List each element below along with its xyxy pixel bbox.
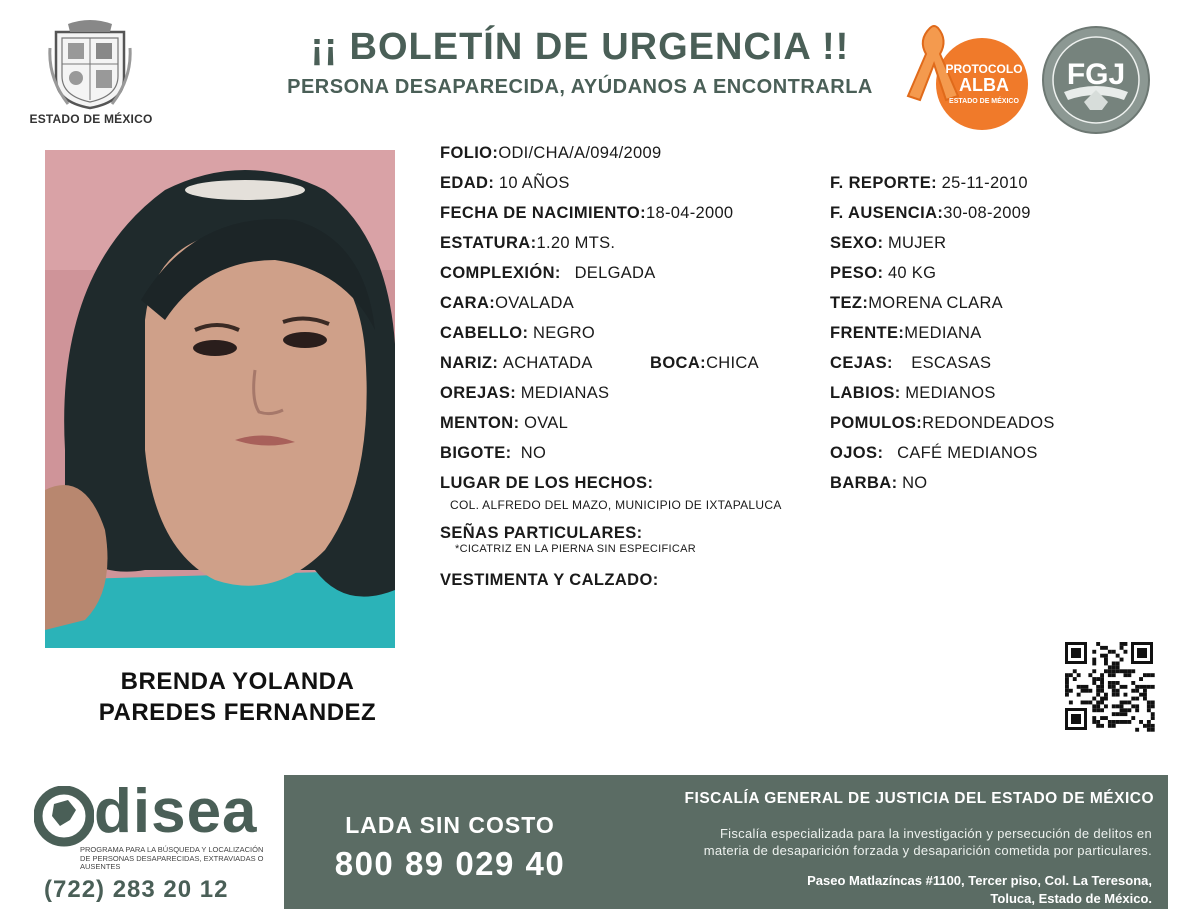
- qr-module: [1124, 712, 1128, 716]
- qr-module: [1069, 673, 1073, 677]
- qr-module: [1085, 701, 1089, 705]
- qr-module: [1088, 673, 1092, 677]
- qr-module: [1116, 654, 1120, 658]
- qr-module: [1077, 693, 1081, 697]
- label-sexo: SEXO:: [830, 234, 884, 252]
- address-line2: Toluca, Estado de México.: [990, 891, 1152, 906]
- qr-module: [1104, 662, 1108, 666]
- field-f-ausencia: [830, 204, 1031, 223]
- alba-line3: ESTADO DE MÉXICO: [949, 98, 1019, 105]
- qr-module: [1077, 685, 1081, 689]
- qr-module: [1108, 681, 1112, 685]
- qr-module: [1085, 689, 1089, 693]
- qr-module: [1116, 662, 1120, 666]
- qr-module: [1100, 677, 1104, 681]
- label-vestimenta: VESTIMENTA Y CALZADO:: [440, 571, 659, 589]
- qr-module: [1112, 724, 1116, 728]
- label-cara: CARA:: [440, 294, 496, 312]
- qr-module: [1100, 724, 1104, 728]
- value-nariz: ACHATADA: [502, 354, 593, 372]
- value-fecha-nacimiento: 18-04-2000: [646, 204, 734, 222]
- label-barba: BARBA:: [830, 474, 898, 492]
- qr-module: [1085, 685, 1089, 689]
- qr-module: [1151, 704, 1155, 708]
- field-fecha-nacimiento: [440, 204, 733, 223]
- qr-module: [1112, 673, 1116, 677]
- field-cabello: [440, 324, 595, 343]
- qr-module: [1124, 669, 1128, 673]
- qr-module: [1116, 712, 1120, 716]
- qr-module: [1127, 720, 1131, 724]
- field-lugar-label: [440, 474, 653, 493]
- qr-module: [1104, 716, 1108, 720]
- field-cejas: [830, 354, 991, 373]
- qr-module: [1147, 701, 1151, 705]
- value-boca: CHICA: [706, 354, 759, 372]
- qr-module: [1124, 685, 1128, 689]
- field-barba: [830, 474, 927, 493]
- qr-module: [1151, 716, 1155, 720]
- qr-module: [1065, 689, 1069, 693]
- qr-module: [1065, 693, 1069, 697]
- value-senas: *CICATRIZ EN LA PIERNA SIN ESPECIFICAR: [455, 543, 697, 555]
- value-folio: ODI/CHA/A/094/2009: [498, 144, 662, 162]
- qr-module: [1135, 728, 1139, 732]
- qr-module: [1112, 685, 1116, 689]
- qr-module: [1096, 701, 1100, 705]
- qr-module: [1135, 697, 1139, 701]
- alba-line2: ALBA: [959, 75, 1009, 95]
- qr-module: [1065, 677, 1069, 681]
- label-lugar: LUGAR DE LOS HECHOS:: [440, 474, 654, 492]
- qr-module: [1112, 662, 1116, 666]
- field-labios: [830, 384, 996, 403]
- qr-module: [1092, 662, 1096, 666]
- qr-module: [1151, 712, 1155, 716]
- qr-module: [1116, 720, 1120, 724]
- field-menton: [440, 414, 568, 433]
- qr-module: [1092, 658, 1096, 662]
- value-pomulos: REDONDEADOS: [922, 414, 1055, 432]
- fiscalia-title: FISCALÍA GENERAL DE JUSTICIA DEL ESTADO DE MÉXICO: [684, 790, 1154, 807]
- value-sexo: MUJER: [887, 234, 947, 252]
- estado-de-mexico-coat-of-arms-logo: [48, 18, 132, 110]
- field-peso: [830, 264, 936, 283]
- qr-module: [1151, 685, 1155, 689]
- value-bigote: NO: [520, 444, 547, 462]
- value-edad: 10 AÑOS: [498, 174, 570, 192]
- qr-module: [1116, 704, 1120, 708]
- label-senas: SEÑAS PARTICULARES:: [440, 524, 643, 542]
- qr-module: [1139, 677, 1143, 681]
- qr-module: [1147, 685, 1151, 689]
- odisea-wordmark: disea: [94, 777, 258, 846]
- name-line1: BRENDA YOLANDA: [120, 668, 355, 695]
- qr-module: [1100, 716, 1104, 720]
- label-nariz: NARIZ:: [440, 354, 499, 372]
- qr-module: [1139, 685, 1143, 689]
- qr-module: [1124, 693, 1128, 697]
- missing-person-photo: [45, 150, 395, 648]
- qr-module: [1143, 693, 1147, 697]
- qr-module: [1081, 685, 1085, 689]
- qr-module: [1147, 673, 1151, 677]
- bulletin-title: ¡¡ BOLETÍN DE URGENCIA !!: [310, 26, 850, 68]
- qr-module: [1100, 681, 1104, 685]
- field-bigote: [440, 444, 546, 463]
- qr-module: [1127, 708, 1131, 712]
- qr-module: [1143, 689, 1147, 693]
- label-boca: BOCA:: [650, 354, 707, 372]
- qr-module: [1073, 669, 1077, 673]
- missing-person-name: [45, 666, 430, 728]
- qr-module: [1096, 642, 1100, 646]
- qr-module: [1120, 720, 1124, 724]
- qr-module: [1096, 724, 1100, 728]
- field-sexo: [830, 234, 946, 253]
- qr-module: [1124, 720, 1128, 724]
- value-peso: 40 KG: [887, 264, 937, 282]
- qr-module: [1147, 704, 1151, 708]
- qr-module: [1096, 677, 1100, 681]
- qr-module: [1112, 693, 1116, 697]
- qr-module: [1108, 720, 1112, 724]
- qr-module: [1131, 704, 1135, 708]
- qr-module: [1069, 689, 1073, 693]
- field-nariz: [440, 354, 593, 373]
- qr-module: [1112, 650, 1116, 654]
- qr-module: [1112, 665, 1116, 669]
- qr-module: [1116, 665, 1120, 669]
- qr-module: [1112, 712, 1116, 716]
- label-pomulos: POMULOS:: [830, 414, 923, 432]
- value-f-reporte: 25-11-2010: [941, 174, 1028, 192]
- field-edad: [440, 174, 570, 193]
- label-fecha-nacimiento: FECHA DE NACIMIENTO:: [440, 204, 646, 222]
- qr-module: [1081, 701, 1085, 705]
- name-line2: PAREDES FERNANDEZ: [98, 699, 377, 726]
- qr-module: [1092, 720, 1096, 724]
- label-frente: FRENTE:: [830, 324, 905, 342]
- field-tez: [830, 294, 1003, 313]
- qr-module: [1139, 720, 1143, 724]
- odisea-program-description: PROGRAMA PARA LA BÚSQUEDA Y LOCALIZACIÓN DE PERSONAS DESAPARECIDAS, EXTRAVIADAS O AUSENTES: [80, 845, 264, 871]
- qr-module: [1127, 669, 1131, 673]
- qr-module: [1081, 689, 1085, 693]
- qr-module: [1100, 673, 1104, 677]
- label-folio: FOLIO:: [440, 144, 499, 162]
- qr-module: [1116, 681, 1120, 685]
- qr-module: [1096, 720, 1100, 724]
- fiscalia-description: [600, 825, 1152, 859]
- label-f-reporte: F. REPORTE:: [830, 174, 938, 192]
- label-f-ausencia: F. AUSENCIA:: [830, 204, 944, 222]
- qr-module: [1116, 689, 1120, 693]
- qr-module: [1108, 669, 1112, 673]
- label-cabello: CABELLO:: [440, 324, 529, 342]
- qr-module: [1124, 650, 1128, 654]
- value-estatura: 1.20 MTS.: [536, 234, 616, 252]
- qr-module: [1092, 708, 1096, 712]
- label-menton: MENTON:: [440, 414, 520, 432]
- qr-module: [1135, 689, 1139, 693]
- qr-module: [1120, 701, 1124, 705]
- qr-module: [1065, 685, 1069, 689]
- qr-module: [1143, 724, 1147, 728]
- qr-module: [1147, 728, 1151, 732]
- qr-module: [1135, 704, 1139, 708]
- qr-module: [1112, 720, 1116, 724]
- qr-module: [1100, 646, 1104, 650]
- qr-module: [1104, 646, 1108, 650]
- qr-module: [1127, 673, 1131, 677]
- lada-sin-costo-label: LADA SIN COSTO: [345, 812, 555, 838]
- qr-module: [1108, 724, 1112, 728]
- value-tez: MORENA CLARA: [868, 294, 1003, 312]
- qr-module: [1073, 677, 1077, 681]
- qr-module: [1135, 685, 1139, 689]
- qr-module: [1131, 681, 1135, 685]
- field-orejas: [440, 384, 609, 403]
- qr-module: [1143, 673, 1147, 677]
- field-estatura: [440, 234, 615, 253]
- qr-module: [1096, 704, 1100, 708]
- qr-module: [1108, 665, 1112, 669]
- value-cejas: ESCASAS: [911, 354, 992, 372]
- qr-module: [1120, 685, 1124, 689]
- qr-module: [1120, 712, 1124, 716]
- qr-module: [1088, 689, 1092, 693]
- label-cejas: CEJAS:: [830, 354, 893, 372]
- qr-module: [1108, 673, 1112, 677]
- fgj-seal-logo: [1040, 24, 1152, 136]
- qr-module: [1092, 669, 1096, 673]
- qr-module: [1092, 697, 1096, 701]
- alba-line1: PROTOCOLO: [945, 62, 1023, 76]
- qr-module: [1143, 697, 1147, 701]
- qr-module: [1096, 693, 1100, 697]
- odisea-phone: (722) 283 20 12: [44, 876, 229, 903]
- qr-module: [1100, 689, 1104, 693]
- qr-module: [1096, 708, 1100, 712]
- qr-module: [1124, 708, 1128, 712]
- qr-module: [1151, 701, 1155, 705]
- qr-module: [1104, 693, 1108, 697]
- qr-module: [1120, 669, 1124, 673]
- qr-module: [1100, 701, 1104, 705]
- qr-module: [1151, 728, 1155, 732]
- value-labios: MEDIANOS: [905, 384, 996, 402]
- label-bigote: BIGOTE:: [440, 444, 512, 462]
- qr-module: [1124, 673, 1128, 677]
- qr-module: [1124, 642, 1128, 646]
- fiscalia-address: [600, 872, 1152, 908]
- qr-module: [1092, 681, 1096, 685]
- label-estatura: ESTATURA:: [440, 234, 537, 252]
- qr-module: [1135, 708, 1139, 712]
- qr-module: [1131, 669, 1135, 673]
- qr-module: [1100, 708, 1104, 712]
- qr-module: [1120, 708, 1124, 712]
- field-f-reporte: [830, 174, 1028, 193]
- qr-module: [1100, 654, 1104, 658]
- protocolo-alba-logo: [900, 20, 1030, 132]
- value-orejas: MEDIANAS: [520, 384, 610, 402]
- label-tez: TEZ:: [830, 294, 869, 312]
- qr-module: [1147, 724, 1151, 728]
- value-complexion: DELGADA: [574, 264, 656, 282]
- qr-module: [1131, 716, 1135, 720]
- qr-module: [1088, 701, 1092, 705]
- field-complexion: [440, 264, 656, 283]
- field-cara: [440, 294, 574, 313]
- fiscalia-desc-line2: materia de desaparición forzada y desaparición cometida por particulares.: [703, 843, 1152, 858]
- qr-module: [1120, 704, 1124, 708]
- value-ojos: CAFÉ MEDIANOS: [897, 444, 1038, 462]
- qr-module: [1100, 697, 1104, 701]
- qr-module: [1147, 708, 1151, 712]
- value-lugar: COL. ALFREDO DEL MAZO, MUNICIPIO DE IXTAPALUCA: [450, 498, 782, 512]
- label-orejas: OREJAS:: [440, 384, 517, 402]
- lada-sin-costo-number: 800 89 029 40: [334, 845, 566, 882]
- field-folio: [440, 144, 661, 163]
- field-frente: [830, 324, 982, 343]
- qr-module: [1104, 697, 1108, 701]
- fgj-text: FGJ: [1066, 58, 1126, 91]
- qr-module: [1100, 685, 1104, 689]
- field-boca: [650, 354, 759, 373]
- estado-de-mexico-label: ESTADO DE MÉXICO: [29, 112, 153, 126]
- qr-module: [1077, 673, 1081, 677]
- qr-module: [1151, 673, 1155, 677]
- qr-module: [1112, 669, 1116, 673]
- qr-module: [1108, 685, 1112, 689]
- qr-module: [1104, 669, 1108, 673]
- value-frente: MEDIANA: [904, 324, 982, 342]
- value-f-ausencia: 30-08-2009: [943, 204, 1031, 222]
- fiscalia-desc-line1: Fiscalía especializada para la investigación y persecución de delitos en: [719, 826, 1152, 841]
- value-menton: OVAL: [524, 414, 569, 432]
- label-peso: PESO:: [830, 264, 884, 282]
- label-edad: EDAD:: [440, 174, 495, 192]
- qr-module: [1108, 650, 1112, 654]
- qr-module: [1092, 677, 1096, 681]
- field-vestimenta: [440, 571, 659, 590]
- qr-module: [1104, 658, 1108, 662]
- label-labios: LABIOS:: [830, 384, 901, 402]
- qr-module: [1131, 689, 1135, 693]
- qr-module: [1092, 650, 1096, 654]
- qr-module: [1116, 693, 1120, 697]
- value-cara: OVALADA: [495, 294, 574, 312]
- qr-module: [1147, 720, 1151, 724]
- qr-module: [1112, 704, 1116, 708]
- bulletin-subtitle: PERSONA DESAPARECIDA, AYÚDANOS A ENCONTRARLA: [287, 76, 873, 98]
- portrait-illustration: [45, 150, 395, 648]
- qr-module: [1112, 681, 1116, 685]
- field-ojos: [830, 444, 1038, 463]
- qr-module: [1139, 693, 1143, 697]
- qr-module: [1120, 646, 1124, 650]
- label-complexion: COMPLEXIÓN:: [440, 264, 561, 282]
- qr-module: [1120, 658, 1124, 662]
- value-cabello: NEGRO: [533, 324, 596, 342]
- qr-code-icon[interactable]: [1063, 640, 1155, 732]
- qr-module: [1131, 697, 1135, 701]
- qr-module: [1112, 689, 1116, 693]
- qr-module: [1127, 701, 1131, 705]
- qr-module: [1120, 642, 1124, 646]
- qr-module: [1069, 701, 1073, 705]
- qr-module: [1096, 689, 1100, 693]
- qr-module: [1065, 673, 1069, 677]
- qr-module: [1104, 654, 1108, 658]
- qr-module: [1124, 701, 1128, 705]
- qr-module: [1096, 685, 1100, 689]
- label-ojos: OJOS:: [830, 444, 884, 462]
- field-senas-label: [440, 524, 643, 543]
- qr-module: [1116, 669, 1120, 673]
- field-pomulos: [830, 414, 1055, 433]
- qr-module: [1092, 704, 1096, 708]
- qr-module: [1092, 716, 1096, 720]
- value-barba: NO: [902, 474, 928, 492]
- qr-module: [1151, 724, 1155, 728]
- qr-module: [1143, 685, 1147, 689]
- address-line1: Paseo Matlazíncas #1100, Tercer piso, Col. La Teresona,: [807, 873, 1152, 888]
- qr-module: [1104, 704, 1108, 708]
- qr-module: [1065, 681, 1069, 685]
